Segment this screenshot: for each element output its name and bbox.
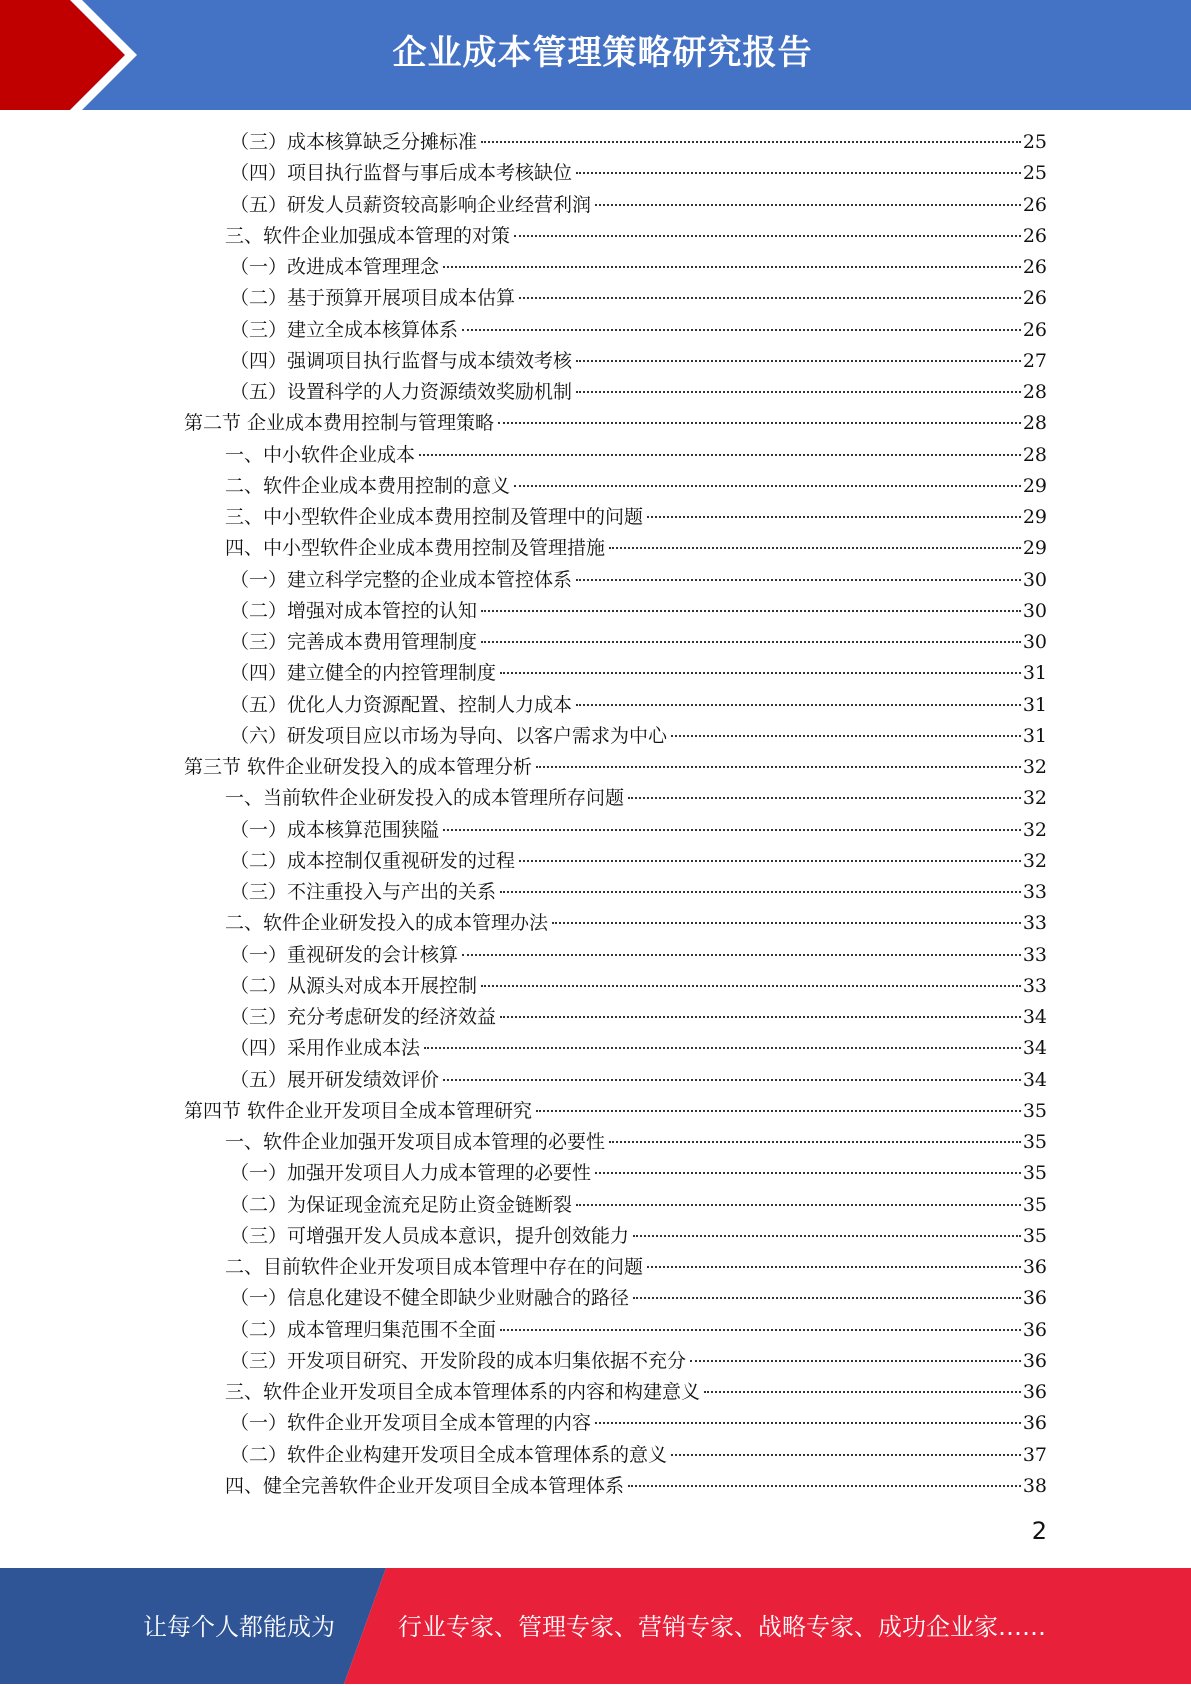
toc-entry-page-number: 35 xyxy=(1022,1131,1047,1153)
toc-entry[interactable] xyxy=(225,1377,1047,1408)
toc-entry-page-number: 29 xyxy=(1022,506,1047,528)
toc-dot-leader xyxy=(481,641,1021,643)
toc-entry-page-number: 36 xyxy=(1022,1349,1047,1372)
toc-entry-title: （一）建立科学完整的企业成本管控体系 xyxy=(230,568,573,591)
toc-entry-page-number: 32 xyxy=(1022,818,1047,841)
toc-entry-page-number: 34 xyxy=(1022,1068,1047,1091)
toc-entry[interactable] xyxy=(230,315,1047,346)
toc-entry-title: 一、当前软件企业研发投入的成本管理所存问题 xyxy=(225,787,625,810)
toc-entry[interactable] xyxy=(230,815,1047,846)
toc-entry-title: （三）完善成本费用管理制度 xyxy=(230,631,478,653)
toc-entry-title: （一）成本核算范围狭隘 xyxy=(230,818,440,841)
toc-entry-title: （一）改进成本管理理念 xyxy=(230,256,440,278)
toc-entry-title: （三）充分考虑研发的经济效益 xyxy=(230,1006,497,1028)
toc-dot-leader xyxy=(671,735,1021,737)
header-band xyxy=(0,0,1191,110)
toc-entry-page-number: 33 xyxy=(1022,881,1047,903)
toc-entry-page-number: 35 xyxy=(1022,1099,1047,1122)
toc-dot-leader xyxy=(481,985,1021,987)
toc-dot-leader xyxy=(595,1172,1021,1174)
toc-entry-title: （五）展开研发绩效评价 xyxy=(230,1068,440,1091)
toc-entry[interactable] xyxy=(230,190,1047,221)
toc-entry[interactable] xyxy=(230,658,1047,689)
toc-entry[interactable] xyxy=(225,533,1047,564)
toc-dot-leader xyxy=(576,391,1021,393)
toc-entry-title: 一、中小软件企业成本 xyxy=(225,443,416,466)
toc-entry-page-number: 32 xyxy=(1022,756,1047,778)
toc-entry[interactable] xyxy=(225,221,1047,252)
toc-entry-page-number: 31 xyxy=(1022,693,1047,716)
toc-entry[interactable] xyxy=(230,971,1047,1002)
toc-entry-page-number: 30 xyxy=(1022,568,1047,591)
toc-entry-title: 一、软件企业加强开发项目成本管理的必要性 xyxy=(225,1131,606,1153)
toc-entry[interactable] xyxy=(230,1190,1047,1221)
toc-entry-page-number: 28 xyxy=(1022,412,1047,435)
toc-entry-page-number: 25 xyxy=(1022,162,1047,185)
toc-entry[interactable] xyxy=(225,471,1047,502)
toc-entry-page-number: 36 xyxy=(1022,1318,1047,1341)
toc-entry[interactable] xyxy=(184,752,1047,783)
toc-dot-leader xyxy=(576,172,1021,174)
toc-entry-page-number: 28 xyxy=(1022,381,1047,403)
toc-entry-page-number: 32 xyxy=(1022,787,1047,810)
toc-dot-leader xyxy=(595,1422,1021,1424)
toc-entry-page-number: 36 xyxy=(1022,1256,1047,1278)
footer-band xyxy=(0,1568,1191,1684)
toc-entry-title: 四、中小型软件企业成本费用控制及管理措施 xyxy=(225,537,606,560)
toc-entry-title: （四）建立健全的内控管理制度 xyxy=(230,662,497,685)
toc-entry-page-number: 31 xyxy=(1022,724,1047,747)
toc-entry[interactable] xyxy=(230,158,1047,189)
toc-entry-title: （三）可增强开发人员成本意识，提升创效能力 xyxy=(230,1224,630,1247)
toc-entry[interactable] xyxy=(230,1346,1047,1377)
toc-entry-page-number: 25 xyxy=(1022,131,1047,153)
toc-entry-title: （四）采用作业成本法 xyxy=(230,1037,421,1060)
toc-dot-leader xyxy=(519,860,1021,862)
toc-dot-leader xyxy=(514,235,1021,237)
toc-entry[interactable] xyxy=(230,346,1047,377)
toc-entry[interactable] xyxy=(230,1002,1047,1033)
toc-entry-title: （一）信息化建设不健全即缺少业财融合的路径 xyxy=(230,1287,630,1310)
toc-entry-title: （五）研发人员薪资较高影响企业经营利润 xyxy=(230,193,592,216)
document-title: 企业成本管理策略研究报告 xyxy=(392,33,813,73)
toc-dot-leader xyxy=(443,829,1021,831)
toc-entry-title: 二、软件企业成本费用控制的意义 xyxy=(225,474,511,497)
toc-entry-title: 三、软件企业开发项目全成本管理体系的内容和构建意义 xyxy=(225,1381,701,1403)
toc-dot-leader xyxy=(552,922,1021,924)
toc-entry[interactable] xyxy=(225,783,1047,814)
toc-dot-leader xyxy=(443,1079,1021,1081)
toc-entry-page-number: 37 xyxy=(1022,1443,1047,1466)
toc-dot-leader xyxy=(500,1329,1021,1331)
toc-dot-leader xyxy=(576,360,1021,362)
toc-entry[interactable] xyxy=(230,627,1047,658)
toc-entry[interactable] xyxy=(230,1440,1047,1471)
toc-entry-title: 第二节 企业成本费用控制与管理策略 xyxy=(184,412,495,435)
toc-entry-page-number: 35 xyxy=(1022,1224,1047,1247)
toc-entry[interactable] xyxy=(225,440,1047,471)
toc-entry-title: 第四节 软件企业开发项目全成本管理研究 xyxy=(184,1099,533,1122)
toc-entry[interactable] xyxy=(230,252,1047,283)
toc-entry[interactable] xyxy=(225,1252,1047,1283)
toc-entry-title: （五）设置科学的人力资源绩效奖励机制 xyxy=(230,381,573,403)
toc-dot-leader xyxy=(704,1391,1021,1393)
toc-dot-leader xyxy=(609,547,1021,549)
toc-entry-page-number: 33 xyxy=(1022,974,1047,997)
toc-entry[interactable] xyxy=(230,721,1047,752)
toc-entry-title: 四、健全完善软件企业开发项目全成本管理体系 xyxy=(225,1474,625,1497)
toc-entry-page-number: 30 xyxy=(1022,631,1047,653)
toc-entry-title: （五）优化人力资源配置、控制人力成本 xyxy=(230,693,573,716)
toc-entry[interactable] xyxy=(230,283,1047,314)
toc-dot-leader xyxy=(647,516,1021,518)
toc-entry[interactable] xyxy=(230,1408,1047,1439)
footer-slogan-right: 行业专家、管理专家、营销专家、战略专家、成功企业家…… xyxy=(398,1613,1046,1641)
toc-dot-leader xyxy=(628,1485,1021,1487)
toc-entry[interactable] xyxy=(230,1033,1047,1064)
toc-dot-leader xyxy=(536,766,1021,768)
toc-entry-page-number: 31 xyxy=(1022,662,1047,685)
toc-entry-page-number: 26 xyxy=(1022,287,1047,310)
toc-entry[interactable] xyxy=(230,127,1047,158)
toc-dot-leader xyxy=(481,141,1021,143)
toc-entry-title: （二）软件企业构建开发项目全成本管理体系的意义 xyxy=(230,1443,668,1466)
toc-entry-title: （二）成本控制仅重视研发的过程 xyxy=(230,849,516,872)
toc-entry-title: 三、软件企业加强成本管理的对策 xyxy=(225,224,511,247)
toc-entry-page-number: 27 xyxy=(1022,349,1047,372)
toc-dot-leader xyxy=(443,266,1021,268)
toc-dot-leader xyxy=(633,1235,1021,1237)
toc-dot-leader xyxy=(424,1047,1021,1049)
toc-entry-title: （二）成本管理归集范围不全面 xyxy=(230,1318,497,1341)
toc-entry-title: 三、中小型软件企业成本费用控制及管理中的问题 xyxy=(225,506,644,528)
toc-entry-title: （四）强调项目执行监督与成本绩效考核 xyxy=(230,349,573,372)
toc-entry[interactable] xyxy=(230,1065,1047,1096)
toc-dot-leader xyxy=(671,1454,1021,1456)
toc-dot-leader xyxy=(500,1016,1021,1018)
toc-entry-page-number: 36 xyxy=(1022,1287,1047,1310)
toc-entry-title: （二）基于预算开展项目成本估算 xyxy=(230,287,516,310)
toc-entry-page-number: 34 xyxy=(1022,1037,1047,1060)
toc-entry[interactable] xyxy=(230,1221,1047,1252)
toc-entry-page-number: 29 xyxy=(1022,537,1047,560)
toc-entry-page-number: 26 xyxy=(1022,193,1047,216)
toc-entry-title: （三）建立全成本核算体系 xyxy=(230,318,459,341)
toc-entry[interactable] xyxy=(230,1158,1047,1189)
toc-dot-leader xyxy=(462,954,1021,956)
toc-entry-title: （三）不注重投入与产出的关系 xyxy=(230,881,497,903)
toc-entry-title: （一）加强开发项目人力成本管理的必要性 xyxy=(230,1162,592,1185)
toc-entry-title: （二）从源头对成本开展控制 xyxy=(230,974,478,997)
footer-slogan-left: 让每个人都能成为 xyxy=(143,1613,335,1641)
toc-entry-title: （一）重视研发的会计核算 xyxy=(230,943,459,966)
toc-entry[interactable] xyxy=(225,1471,1047,1502)
toc-entry[interactable] xyxy=(225,502,1047,533)
toc-dot-leader xyxy=(633,1297,1021,1299)
toc-dot-leader xyxy=(609,1141,1021,1143)
toc-dot-leader xyxy=(595,204,1021,206)
toc-entry-title: （二）为保证现金流充足防止资金链断裂 xyxy=(230,1193,573,1216)
toc-dot-leader xyxy=(514,485,1021,487)
toc-entry-page-number: 32 xyxy=(1022,849,1047,872)
toc-entry[interactable] xyxy=(230,877,1047,908)
toc-entry[interactable] xyxy=(230,565,1047,596)
toc-entry[interactable] xyxy=(225,1127,1047,1158)
toc-entry[interactable] xyxy=(230,377,1047,408)
toc-entry[interactable] xyxy=(230,846,1047,877)
toc-entry-page-number: 33 xyxy=(1022,943,1047,966)
toc-entry-title: 二、目前软件企业开发项目成本管理中存在的问题 xyxy=(225,1256,644,1278)
toc-dot-leader xyxy=(628,797,1021,799)
toc-entry[interactable] xyxy=(225,908,1047,939)
toc-entry-page-number: 36 xyxy=(1022,1381,1047,1403)
toc-entry[interactable] xyxy=(230,1315,1047,1346)
toc-entry[interactable] xyxy=(230,940,1047,971)
toc-entry[interactable] xyxy=(184,408,1047,439)
toc-entry-page-number: 35 xyxy=(1022,1193,1047,1216)
toc-dot-leader xyxy=(500,672,1021,674)
toc-entry[interactable] xyxy=(230,596,1047,627)
toc-entry[interactable] xyxy=(230,1283,1047,1314)
toc-dot-leader xyxy=(519,297,1021,299)
toc-entry-title: 二、软件企业研发投入的成本管理办法 xyxy=(225,912,549,935)
toc-entry-page-number: 29 xyxy=(1022,474,1047,497)
toc-entry-page-number: 30 xyxy=(1022,599,1047,622)
toc-dot-leader xyxy=(500,891,1021,893)
toc-entry-page-number: 36 xyxy=(1022,1412,1047,1435)
toc-entry-page-number: 26 xyxy=(1022,224,1047,247)
toc-dot-leader xyxy=(576,1204,1021,1206)
toc-entry-page-number: 35 xyxy=(1022,1162,1047,1185)
toc-dot-leader xyxy=(498,422,1021,424)
toc-entry-page-number: 38 xyxy=(1022,1474,1047,1497)
toc-entry[interactable] xyxy=(184,1096,1047,1127)
toc-dot-leader xyxy=(462,329,1021,331)
toc-dot-leader xyxy=(419,454,1021,456)
toc-entry-page-number: 28 xyxy=(1022,443,1047,466)
toc-entry-title: （一）软件企业开发项目全成本管理的内容 xyxy=(230,1412,592,1435)
toc-entry-page-number: 26 xyxy=(1022,256,1047,278)
toc-dot-leader xyxy=(576,579,1021,581)
page-number: 2 xyxy=(1031,1517,1047,1545)
toc-entry-title: （三）开发项目研究、开发阶段的成本归集依据不充分 xyxy=(230,1349,687,1372)
toc-entry-page-number: 34 xyxy=(1022,1006,1047,1028)
toc-entry[interactable] xyxy=(230,690,1047,721)
toc-dot-leader xyxy=(481,610,1021,612)
toc-entry-title: 第三节 软件企业研发投入的成本管理分析 xyxy=(184,756,533,778)
toc-entry-title: （三）成本核算缺乏分摊标准 xyxy=(230,131,478,153)
toc-entry-page-number: 33 xyxy=(1022,912,1047,935)
toc-dot-leader xyxy=(536,1110,1021,1112)
toc-dot-leader xyxy=(647,1266,1021,1268)
toc-dot-leader xyxy=(690,1360,1021,1362)
toc-entry-title: （四）项目执行监督与事后成本考核缺位 xyxy=(230,162,573,185)
toc-dot-leader xyxy=(576,704,1021,706)
toc-entry-page-number: 26 xyxy=(1022,318,1047,341)
toc-entry-title: （六）研发项目应以市场为导向、以客户需求为中心 xyxy=(230,724,668,747)
toc-entry-title: （二）增强对成本管控的认知 xyxy=(230,599,478,622)
